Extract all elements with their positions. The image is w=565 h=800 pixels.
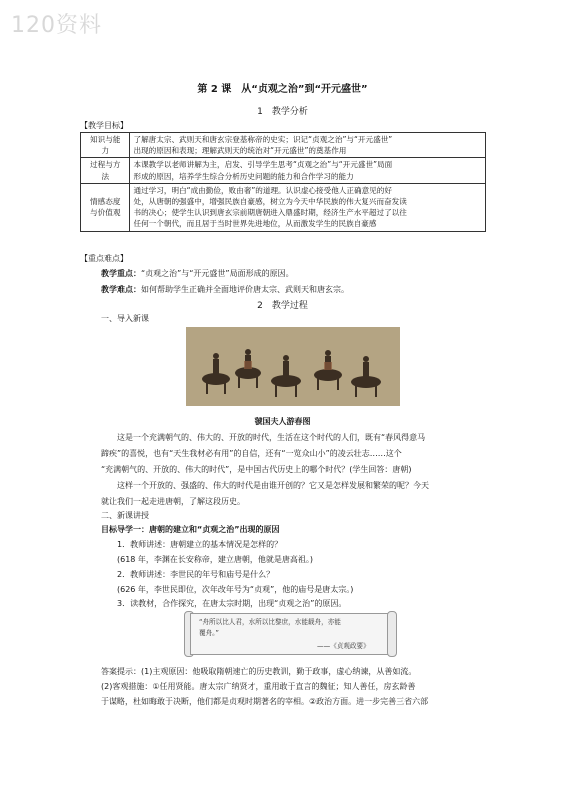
teaching-line: 1．教师讲述：唐朝建立的基本情况是怎样的？ [117,540,283,549]
answer-line: 于谋略，杜如晦敢于决断，他们都是贞观时期著名的宰相。②政治方面。进一步完善三省六部 [101,697,429,706]
quote-text: “舟所以比人君，水所以比黎庶，水能载舟，亦能 覆舟。” [199,618,341,637]
objectives-header: 【教学目标】 [80,121,128,130]
lesson-title: 第 2 课 从“贞观之治”到“开元盛世” [197,84,368,95]
teaching-line: 2．教师讲述：李世民的年号和庙号是什么？ [117,570,275,579]
goal-one-heading: 目标导学一：唐朝的建立和“贞观之治”出现的原因 [101,525,280,534]
keypoints-header: 【重点难点】 [80,254,128,263]
answer-line: 答案提示：(1)主观原因：他吸取隋朝速亡的历史教训，勤于政事，虚心纳谏，从善如流。 [101,667,417,676]
objective-row-attitude [81,183,486,231]
section-teaching-analysis: 1 教学分析 [257,107,308,117]
objective-content: 本课教学以老师讲解为主，启发、引导学生思考“贞观之治”与“开元盛世”局面 形成的原因，培养学生综合分析历史问题的能力和合作学习的能力 [130,158,486,183]
objective-label: 过程与方 法 [81,158,130,183]
objective-content: 通过学习，明白“成由勤俭，败由奢”的道理。认识虚心接受他人正确意见的好 处，从唐朝的强盛中，增强民族自豪感，树立为今天中华民族的伟大复兴而奋发读 书的决心；使学生认识到唐玄宗前期唐朝进入鼎盛时期，经济生产水平超过了以往 任何一个朝代，而且居于当时世界先进地位，从而激发学生的民族自豪感 [130,183,486,231]
quote-source: ——《贞观政要》 [317,642,370,650]
section-teaching-process: 2 教学过程 [257,301,308,311]
lesson-header: 二、新课讲授 [101,511,149,520]
watermark: 120资料 [11,13,102,38]
difficulty-point: 教学难点：如何帮助学生正确并全面地评价唐太宗、武则天和唐玄宗。 [101,285,349,294]
intro-paragraph-line: 这是一个充满朝气的、伟大的、开放的时代，生活在这个时代的人们，既有“春风得意马 [117,433,426,442]
objectives-table [80,132,486,232]
teaching-line: (626 年，李世民即位，次年改年号为“贞观”，他的庙号是唐太宗。) [117,585,354,594]
intro-paragraph-line: “充满朝气的、开放的、伟大的时代”，是中国古代历史上的哪个时代？(学生回答：唐朝) [101,465,412,474]
teaching-line: 3．读教材，合作探究，在唐太宗时期，出现“贞观之治”的原因。 [117,599,347,608]
intro-header: 一、导入新课 [101,314,149,323]
key-point: 教学重点：“贞观之治”与“开元盛世”局面形成的原因。 [101,269,294,278]
objective-label: 情感态度 与价值观 [81,183,130,231]
teaching-line: (618 年，李渊在长安称帝，建立唐朝，他就是唐高祖。) [117,555,314,564]
answer-line: (2)客观措施：①任用贤能。唐太宗广纳贤才，重用敢于直言的魏征；知人善任，房玄龄善 [101,682,416,691]
scroll-right-roll [387,611,397,657]
objective-row-process [81,158,486,183]
objective-label: 知识与能 力 [81,133,130,158]
painting-image [186,327,400,406]
objective-content: 了解唐太宗、武则天和唐玄宗登基称帝的史实；识记“贞观之治”与“开元盛世” 出现的原因和表现；理解武则天的统治对“开元盛世”的奠基作用 [130,133,486,158]
painting-illustration [186,327,400,406]
image-caption: 虢国夫人游春图 [254,417,311,426]
intro-paragraph-line: 就让我们一起走进唐朝，了解这段历史。 [101,497,245,506]
intro-paragraph-line: 这样一个开放的、强盛的、伟大的时代是由谁开创的？它又是怎样发展和繁荣的呢？今天 [117,481,429,490]
objective-row-knowledge [81,133,486,158]
intro-paragraph-line: 蹄疾”的喜悦，也有“天生我材必有用”的自信，还有“一览众山小”的凌云壮志……这个 [101,449,402,458]
